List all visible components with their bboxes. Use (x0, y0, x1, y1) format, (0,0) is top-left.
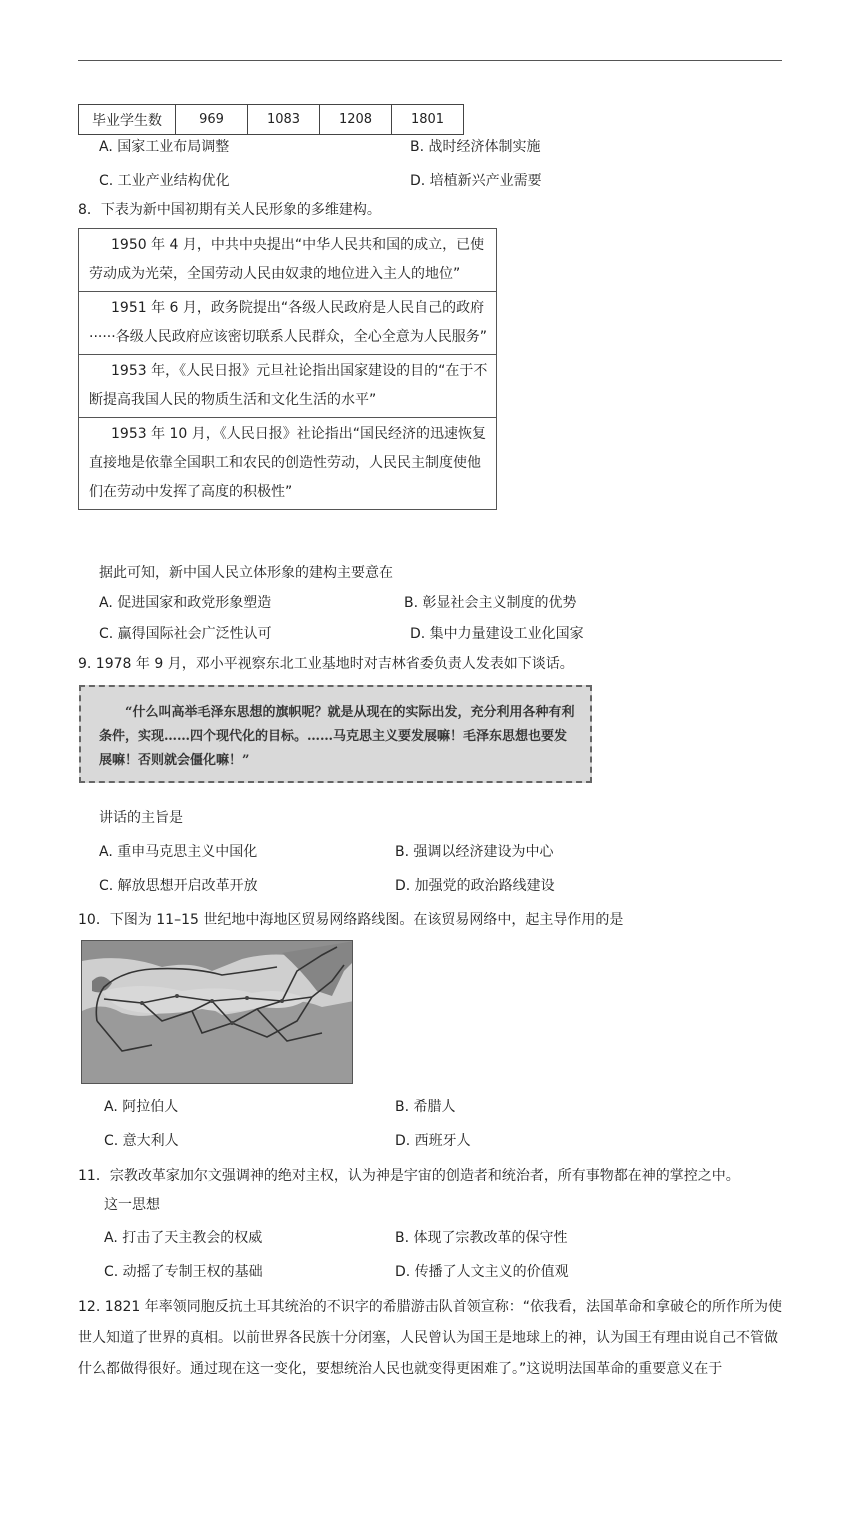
table-row (79, 105, 464, 135)
q8-stem: 8．下表为新中国初期有关人民形象的多维建构。 (78, 202, 381, 218)
q11-option-d[interactable]: D. 传播了人文主义的价值观 (395, 1264, 569, 1280)
q10-option-a[interactable]: A. 阿拉伯人 (104, 1099, 179, 1115)
quote-row: 1950 年 4 月，中共中央提出“中华人民共和国的成立，已使劳动成为光荣，全国劳动人民由奴隶的地位进入主人的地位” (79, 229, 496, 292)
q7-option-b[interactable]: B. 战时经济体制实施 (410, 139, 541, 155)
q9-lead: 讲话的主旨是 (99, 810, 183, 826)
q12-stem: 12. 1821 年率领同胞反抗土耳其统治的不识字的希腊游击队首领宣称：“依我看，法国革命和拿破仑的所作所为使世人知道了世界的真相。以前世界各民族十分闭塞，人民曾认为国王是地球上的神，认为国王有理由说自己不管做什么都做得很好。通过现在这一变化，要想统治人民也就变得更困难了。”这说明法国革命的重要意义在于 (78, 1299, 783, 1377)
header-rule (78, 60, 782, 61)
q11-option-a[interactable]: A. 打击了天主教会的权威 (104, 1230, 263, 1246)
mediterranean-trade-map (81, 940, 353, 1084)
q11-option-c[interactable]: C. 动摇了专制王权的基础 (104, 1264, 263, 1280)
q9-option-d[interactable]: D. 加强党的政治路线建设 (395, 878, 555, 894)
trade-map-graphic (82, 941, 353, 1084)
q11-stem: 11．宗教改革家加尔文强调神的绝对主权，认为神是宇宙的创造者和统治者，所有事物都在神的掌控之中。 (78, 1168, 740, 1184)
q10-option-c[interactable]: C. 意大利人 (104, 1133, 179, 1149)
q9-quote-scan (79, 685, 592, 783)
q8-quote-table (78, 228, 497, 510)
q9-quote-text: “什么叫高举毛泽东思想的旗帜呢？就是从现在的实际出发，充分利用各种有利条件，实现……四个现代化的目标。……马克思主义要发展嘛！毛泽东思想也要发展嘛！否则就会僵化嘛！” (99, 705, 575, 768)
table-cell: 969 (176, 105, 248, 135)
q11-option-b[interactable]: B. 体现了宗教改革的保守性 (395, 1230, 568, 1246)
q8-option-d[interactable]: D. 集中力量建设工业化国家 (410, 626, 584, 642)
q10-option-d[interactable]: D. 西班牙人 (395, 1133, 471, 1149)
q7-option-c[interactable]: C. 工业产业结构优化 (99, 173, 230, 189)
table-cell: 1083 (248, 105, 320, 135)
q8-option-c[interactable]: C. 赢得国际社会广泛性认可 (99, 626, 272, 642)
table-cell: 1208 (320, 105, 392, 135)
table-cell: 1801 (392, 105, 464, 135)
q8-option-b[interactable]: B. 彰显社会主义制度的优势 (404, 595, 577, 611)
q10-stem: 10．下图为 11–15 世纪地中海地区贸易网络路线图。在该贸易网络中，起主导作用的是 (78, 912, 624, 928)
q9-option-a[interactable]: A. 重申马克思主义中国化 (99, 844, 258, 860)
q9-option-c[interactable]: C. 解放思想开启改革开放 (99, 878, 258, 894)
q7-option-d[interactable]: D. 培植新兴产业需要 (410, 173, 542, 189)
quote-row: 1953 年 10 月，《人民日报》社论指出“国民经济的迅速恢复直接地是依靠全国职工和农民的创造性劳动，人民民主制度使他们在劳动中发挥了高度的积极性” (89, 426, 487, 500)
q7-option-a[interactable]: A. 国家工业布局调整 (99, 139, 230, 155)
table-header-cell: 毕业学生数 (79, 105, 176, 135)
quote-row: 1951 年 6 月，政务院提出“各级人民政府是人民自己的政府······各级人民政府应该密切联系人民群众，全心全意为人民服务” (79, 292, 496, 355)
q8-option-a[interactable]: A. 促进国家和政党形象塑造 (99, 595, 272, 611)
graduates-table (78, 104, 464, 135)
q9-option-b[interactable]: B. 强调以经济建设为中心 (395, 844, 554, 860)
q11-stem-cont: 这一思想 (104, 1197, 160, 1213)
q10-option-b[interactable]: B. 希腊人 (395, 1099, 456, 1115)
quote-row: 1953 年，《人民日报》元旦社论指出国家建设的目的“在于不断提高我国人民的物质生活和文化生活的水平” (79, 355, 496, 418)
q9-stem: 9. 1978 年 9 月，邓小平视察东北工业基地时对吉林省委负责人发表如下谈话。 (78, 656, 574, 672)
q8-lead: 据此可知，新中国人民立体形象的建构主要意在 (99, 565, 393, 581)
